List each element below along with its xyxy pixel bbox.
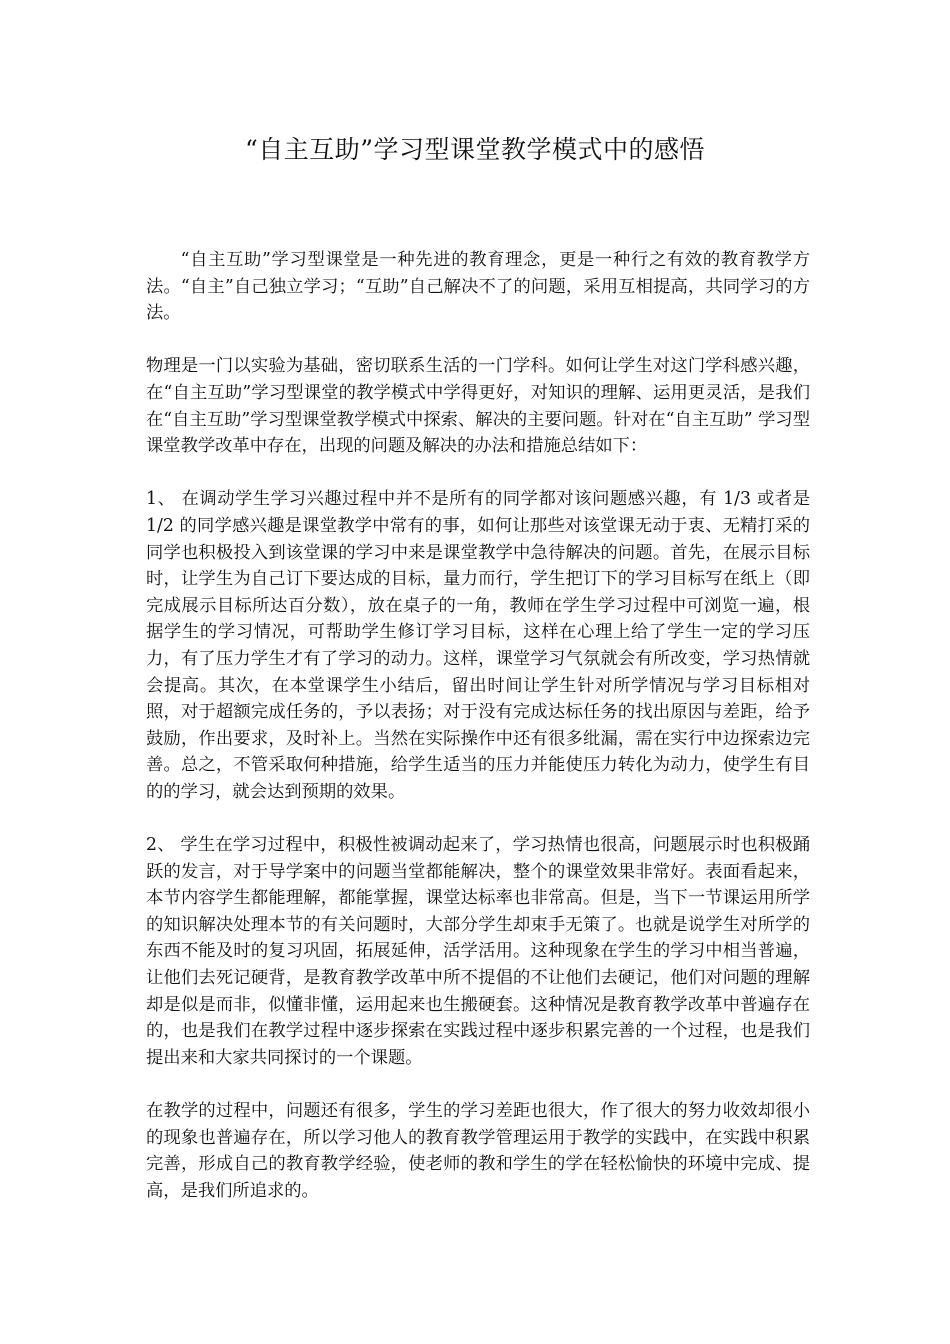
document-title: “自主互助”学习型课堂教学模式中的感悟 [244,135,706,164]
paragraph-intro: “自主互助”学习型课堂是一种先进的教育理念，更是一种行之有效的教育教学方法。“自主”自己独立学习；“互助”自己解决不了的问题，采用互相提高，共同学习的方法。 [146,250,810,324]
paragraph-physics: 物理是一门以实验为基础，密切联系生活的一门学科。如何让学生对这门学科感兴趣，在“自主互助”学习型课堂的教学模式中学得更好，对知识的理解、运用更灵活，是我们在“自主互助”学习型课堂教学模式中探索、解决的主要问题。针对在“自主互助” 学习型课堂教学改革中存在，出现的问题及解决的办法和措施总结如下： [146,356,810,457]
document-body [146,247,810,1231]
paragraph-point-1: 1、 在调动学生学习兴趣过程中并不是所有的同学都对该问题感兴趣，有 1/3 或者是 1/2 的同学感兴趣是课堂教学中常有的事，如何让那些对该堂课无动于衷、无精打采的同学也积极投入到该堂课的学习中来是课堂教学中急待解决的问题。首先，在展示目标时，让学生为自己订下要达成的目标，量力而行，学生把订下的学习目标写在纸上（即完成展示目标所达百分数），放在桌子的一角，教师在学生学习过程中可浏览一遍，根据学生的学习情况，可帮助学生修订学习目标，这样在心理上给了学生一定的学习压力，有了压力学生才有了学习的动力。这样，课堂学习气氛就会有所改变，学习热情就会提高。其次，在本堂课学生小结后，留出时间让学生针对所学情况与学习目标相对照，对于超额完成任务的，予以表扬；对于没有完成达标任务的找出原因与差距，给予鼓励，作出要求，及时补上。当然在实际操作中还有很多纰漏，需在实行中边探索边完善。总之，不管采取何种措施，给学生适当的压力并能使压力转化为动力，使学生有目的的学习，就会达到预期的效果。 [146,489,810,802]
paragraph-point-2: 2、 学生在学习过程中，积极性被调动起来了，学习热情也很高，问题展示时也积极踊跃的发言，对于导学案中的问题当堂都能解决，整个的课堂效果非常好。表面看起来，本节内容学生都能理解，都能掌握，课堂达标率也非常高。但是，当下一节课运用所学的知识解决处理本节的有关问题时，大部分学生却束手无策了。也就是说学生对所学的东西不能及时的复习巩固，拓展延伸，活学活用。这种现象在学生的学习中相当普遍，让他们去死记硬背，是教育教学改革中所不提倡的不让他们去硬记，他们对问题的理解却是似是而非，似懂非懂，运用起来也生搬硬套。这种情况是教育教学改革中普遍存在的，也是我们在教学过程中逐步探索在实践过程中逐步积累完善的一个过程，也是我们提出来和大家共同探讨的一个课题。 [146,835,810,1068]
paragraph-conclusion: 在教学的过程中，问题还有很多，学生的学习差距也很大，作了很大的努力收效却很小的现象也普遍存在，所以学习他人的教育教学管理运用于教学的实践中，在实践中积累完善，形成自己的教育教学经验，使老师的教和学生的学在轻松愉快的环境中完成、提高，是我们所追求的。 [146,1101,810,1201]
